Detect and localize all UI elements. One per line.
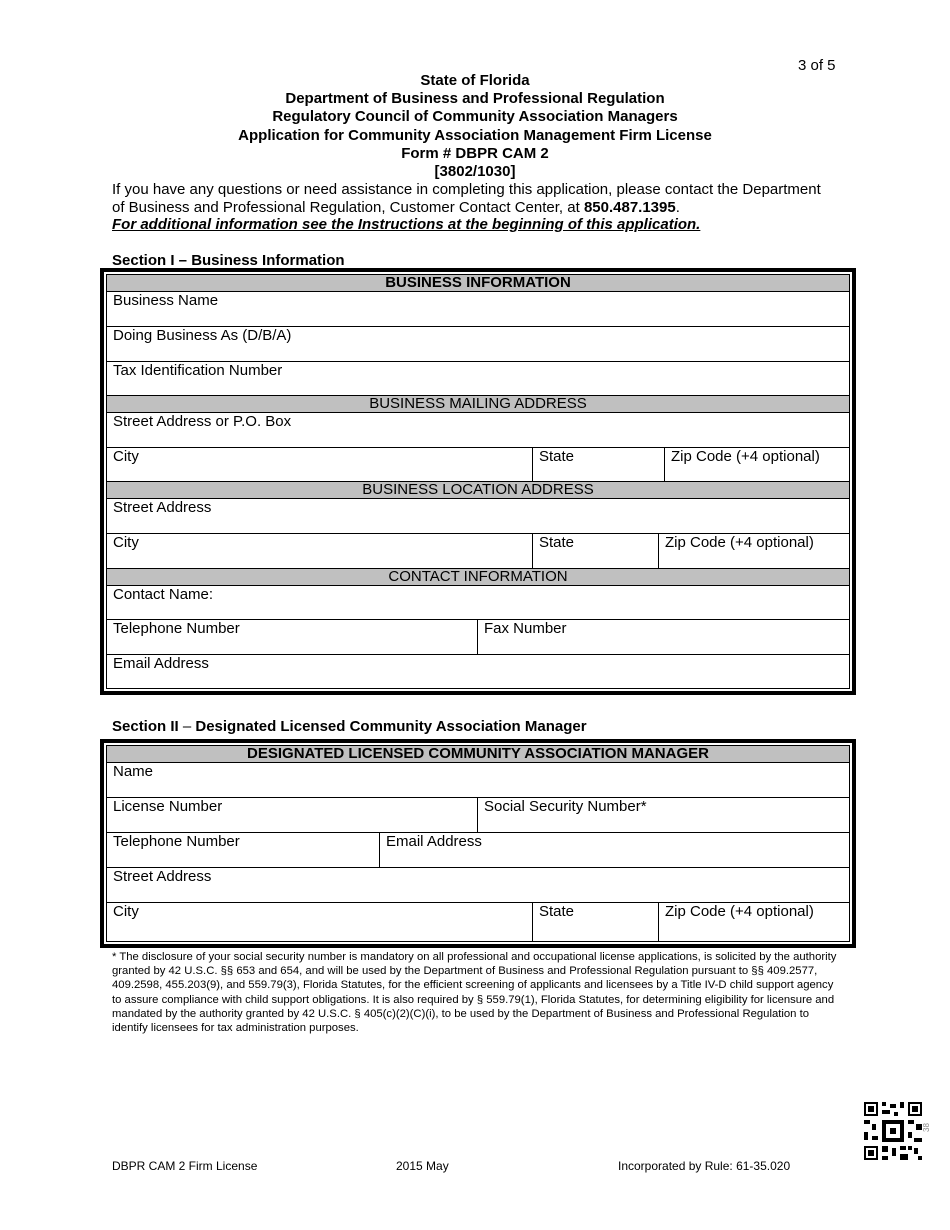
mailing-city-field[interactable]: City — [113, 448, 139, 465]
mailing-state-field[interactable]: State — [532, 448, 664, 481]
business-name-field[interactable]: Business Name — [113, 292, 219, 309]
section-2-heading: Designated Licensed Community Association Manager — [195, 718, 587, 735]
contact-name-field[interactable]: Contact Name: — [113, 586, 214, 603]
manager-city-field[interactable]: City — [113, 903, 139, 920]
mailing-zip-field[interactable]: Zip Code (+4 optional) — [664, 448, 849, 481]
section-1-title: Section I – Business Information — [112, 252, 345, 269]
contact-phone: 850.487.1395 — [583, 198, 676, 216]
instructions-note: For additional information see the Instructions at the beginning of this application. — [112, 216, 701, 233]
section-2-prefix: Section II — [112, 718, 179, 735]
location-street-field[interactable]: Street Address — [113, 499, 212, 516]
band-contact-information: CONTACT INFORMATION — [107, 569, 849, 586]
intro-text: If you have any questions or need assistance in completing this application, please contact the Department of Business and Professional Regulation, Customer Contact Center, at — [112, 181, 821, 216]
fax-field[interactable]: Fax Number — [477, 620, 849, 654]
section-2-title — [112, 718, 587, 735]
manager-state-field[interactable]: State — [532, 903, 658, 941]
band-business-information: BUSINESS INFORMATION — [107, 275, 849, 292]
section-2-dash: – — [178, 718, 196, 735]
ssn-field[interactable]: Social Security Number* — [477, 798, 849, 832]
telephone-field[interactable]: Telephone Number — [113, 620, 240, 637]
designated-manager-table — [100, 739, 856, 948]
footer-rule: Incorporated by Rule: 61-35.020 — [618, 1159, 791, 1173]
business-information-table — [100, 268, 856, 695]
header-form-number: Form # DBPR CAM 2 — [401, 144, 549, 162]
footer-date: 2015 May — [396, 1159, 449, 1173]
manager-telephone-field[interactable]: Telephone Number — [113, 833, 240, 850]
header-application-title: Application for Community Association Management Firm License — [238, 126, 712, 144]
qr-code-icon — [864, 1102, 922, 1160]
header-state: State of Florida — [420, 72, 530, 89]
location-state-field[interactable]: State — [532, 534, 658, 568]
dba-field[interactable]: Doing Business As (D/B/A) — [113, 327, 292, 344]
header-form-code: [3802/1030] — [434, 163, 516, 181]
mailing-street-field[interactable]: Street Address or P.O. Box — [113, 413, 292, 430]
header-council: Regulatory Council of Community Association Managers — [272, 108, 678, 126]
manager-name-field[interactable]: Name — [113, 763, 154, 780]
barcode-number: 38 — [921, 1123, 931, 1132]
page-number: 3 of 5 — [798, 57, 836, 74]
location-city-field[interactable]: City — [113, 534, 139, 551]
email-field[interactable]: Email Address — [113, 655, 209, 672]
manager-email-field[interactable]: Email Address — [379, 833, 849, 867]
intro-paragraph — [112, 181, 832, 234]
manager-zip-field[interactable]: Zip Code (+4 optional) — [658, 903, 849, 941]
footer-form-name: DBPR CAM 2 Firm License — [112, 1159, 258, 1173]
header-department: Department of Business and Professional Regulation — [285, 90, 665, 108]
intro-period: . — [675, 198, 680, 216]
band-designated-manager: DESIGNATED LICENSED COMMUNITY ASSOCIATION MANAGER — [107, 746, 849, 763]
license-number-field[interactable]: License Number — [113, 798, 223, 815]
form-header — [0, 72, 950, 181]
band-mailing-address: BUSINESS MAILING ADDRESS — [107, 396, 849, 413]
location-zip-field[interactable]: Zip Code (+4 optional) — [658, 534, 849, 568]
tax-id-field[interactable]: Tax Identification Number — [113, 362, 283, 379]
ssn-disclosure-footnote: * The disclosure of your social security number is mandatory on all professional and occupational license applications, is solicited by the authority granted by 42 U.S.C. §§ 653 and 654, and will be used by the Department of Business and Professional Regulation pursuant to §§ 409.2577, 409.2598, 455.203(9), and 559.79(3), Florida Statutes, for the efficient screening of applicants and licensees by a Title IV-D child support agency to assure compliance with child support obligations. It is also required by § 559.79(1), Florida Statutes, for determining eligibility for licensure and mandated by the authority granted by 42 U.S.C. § 405(c)(2)(C)(i), to be used by the Department of Business and Professional Regulation to identify licensees for tax administration purposes. — [112, 951, 837, 1035]
band-location-address: BUSINESS LOCATION ADDRESS — [107, 482, 849, 499]
manager-street-field[interactable]: Street Address — [113, 868, 212, 885]
